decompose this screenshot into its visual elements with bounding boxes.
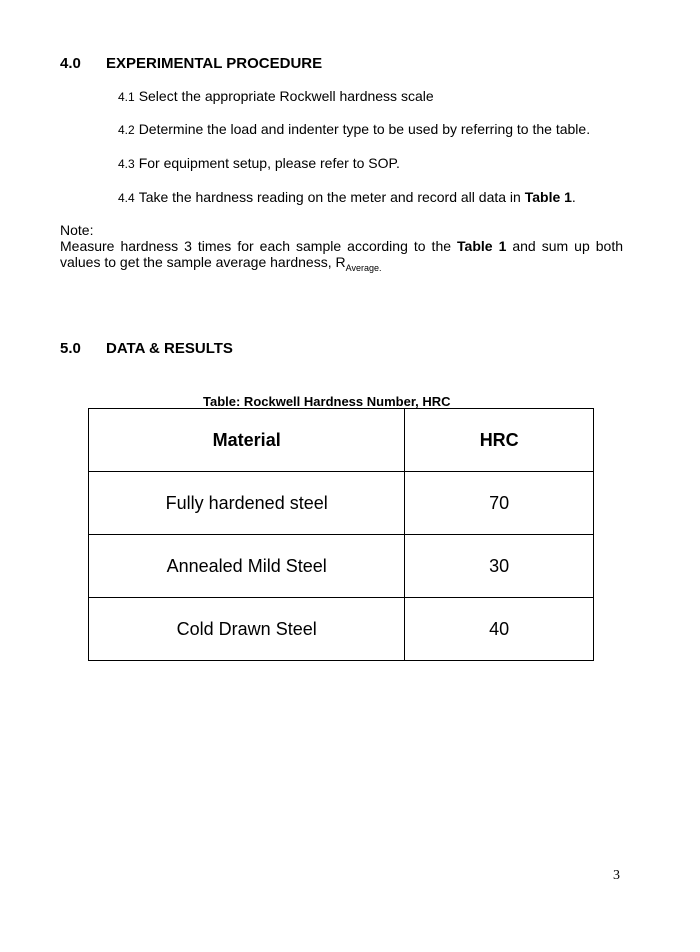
- cell-material: Fully hardened steel: [89, 472, 405, 535]
- note-text-middle: and sum up both values to get the sample average hardness, R: [60, 238, 624, 270]
- step-4-1: [118, 88, 434, 104]
- step-bold-ref: Table 1: [524, 189, 572, 205]
- section-5-title: DATA & RESULTS: [106, 340, 233, 357]
- table-row: [89, 472, 594, 535]
- table-caption: Table: Rockwell Hardness Number, HRC: [203, 394, 451, 409]
- cell-hrc: 30: [405, 535, 594, 598]
- cell-hrc: 40: [405, 598, 594, 661]
- note-block: [60, 222, 623, 276]
- table-header-row: [89, 409, 594, 472]
- header-material: Material: [89, 409, 405, 472]
- step-number: 4.4: [118, 191, 135, 205]
- cell-material: Annealed Mild Steel: [89, 535, 405, 598]
- step-text: Take the hardness reading on the meter and record all data in: [138, 189, 525, 205]
- section-4-number: 4.0: [60, 55, 81, 72]
- note-label: Note:: [60, 222, 94, 238]
- cell-hrc: 70: [405, 472, 594, 535]
- step-number: 4.1: [118, 90, 135, 104]
- cell-material: Cold Drawn Steel: [89, 598, 405, 661]
- section-5-heading: [60, 340, 460, 360]
- step-4-2: [118, 121, 590, 137]
- note-body: [60, 238, 623, 276]
- note-subscript: Average.: [345, 262, 382, 273]
- section-5-number: 5.0: [60, 340, 81, 357]
- table-row: [89, 598, 594, 661]
- note-text: Measure hardness 3 times for each sample according to the: [60, 238, 458, 254]
- step-text-end: .: [571, 189, 576, 205]
- step-text: Select the appropriate Rockwell hardness scale: [138, 88, 434, 104]
- section-4-title: EXPERIMENTAL PROCEDURE: [106, 55, 323, 72]
- note-bold-ref: Table 1: [457, 238, 507, 254]
- step-text: For equipment setup, please refer to SOP.: [138, 155, 400, 171]
- header-hrc: HRC: [405, 409, 594, 472]
- table-row: [89, 535, 594, 598]
- step-4-3: [118, 155, 400, 171]
- step-number: 4.2: [118, 123, 135, 137]
- hardness-table: [88, 408, 594, 661]
- section-4-heading: [60, 55, 460, 75]
- step-number: 4.3: [118, 157, 135, 171]
- page-number: 3: [613, 868, 620, 883]
- step-text: Determine the load and indenter type to be used by referring to the table.: [138, 121, 591, 137]
- step-4-4: [118, 189, 576, 205]
